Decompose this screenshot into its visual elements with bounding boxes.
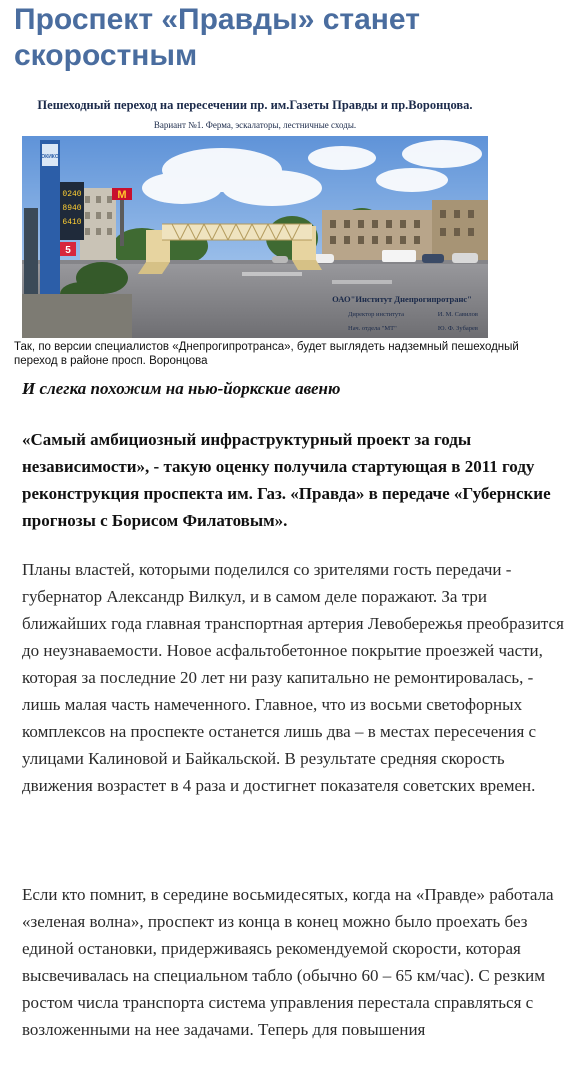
station-brand: ОКИКО — [41, 154, 59, 160]
station-price-2: 8940 — [62, 204, 82, 213]
lead-paragraph: «Самый амбициозный инфраструктурный проект за годы независимости», - такую оценку получила стартующая в 2011 году реконструкция проспекта им. Газ. «Правда» в передаче «Губернские прогнозы с Борисом Филатовым». — [22, 430, 551, 530]
svg-text:M: M — [117, 189, 127, 201]
credit-role-2: Нач. отдела "МТ" — [348, 325, 397, 332]
article-figure — [22, 88, 488, 338]
station-price-1: 0240 — [62, 190, 82, 199]
article-subheading: И слегка похожим на нью-йоркские авеню — [22, 379, 341, 398]
station-number: 5 — [65, 245, 71, 256]
body-paragraph: Если кто помнит, в середине восьмидесятых, когда на «Правде» работала «зеленая волна», проспект из конца в конец можно было проехать без единой остановки, придерживаясь рекомендуемой скорости, которая высвечивалась на специальном табло (обычно 60 – 65 км/час). С резким ростом числа транспорта система управления перестала справляться с возложенными на нее задачами. Теперь для повышения — [22, 885, 554, 1039]
org-name: ОАО"Институт Днепрогипротранс" — [332, 294, 472, 304]
credit-role-1: Директор института — [348, 311, 404, 318]
credit-name-1: И. М. Савилов — [437, 311, 478, 318]
body-paragraph: Планы властей, которыми поделился со зрителями гость передачи - губернатор Александр Вилкул, и в самом деле поражают. За три ближайших года главная транспортная артерия Левобережья преобразится до неузнаваемости. Новое асфальтобетонное покрытие проезжей части, которая за последние 20 лет ни разу капитально не ремонтировалась, - лишь малая часть намеченного. Главное, что из восьми светофорных комплексов на проспекте останется лишь два – в местах пересечения с улицами Калиновой и Байкальской. В результате средняя скорость движения возрастет в 4 раза и достигнет показателя советских времен. — [22, 560, 564, 795]
credit-name-2: Ю. Ф. Зубарев — [437, 325, 478, 332]
banner-subtitle: Вариант №1. Ферма, эскалаторы, лестничные сходы. — [153, 120, 357, 130]
figure-caption: Так, по версии специалистов «Днепрогипротранса», будет выглядеть надземный пешеходный переход в районе просп. Воронцова — [14, 341, 519, 367]
article-title: Проспект «Правды» станет скоростным — [14, 3, 420, 72]
rendering-image — [22, 88, 488, 338]
station-price-3: 6410 — [62, 218, 82, 227]
banner-title: Пешеходный переход на пересечении пр. им.Газеты Правды и пр.Воронцова. — [37, 98, 473, 112]
